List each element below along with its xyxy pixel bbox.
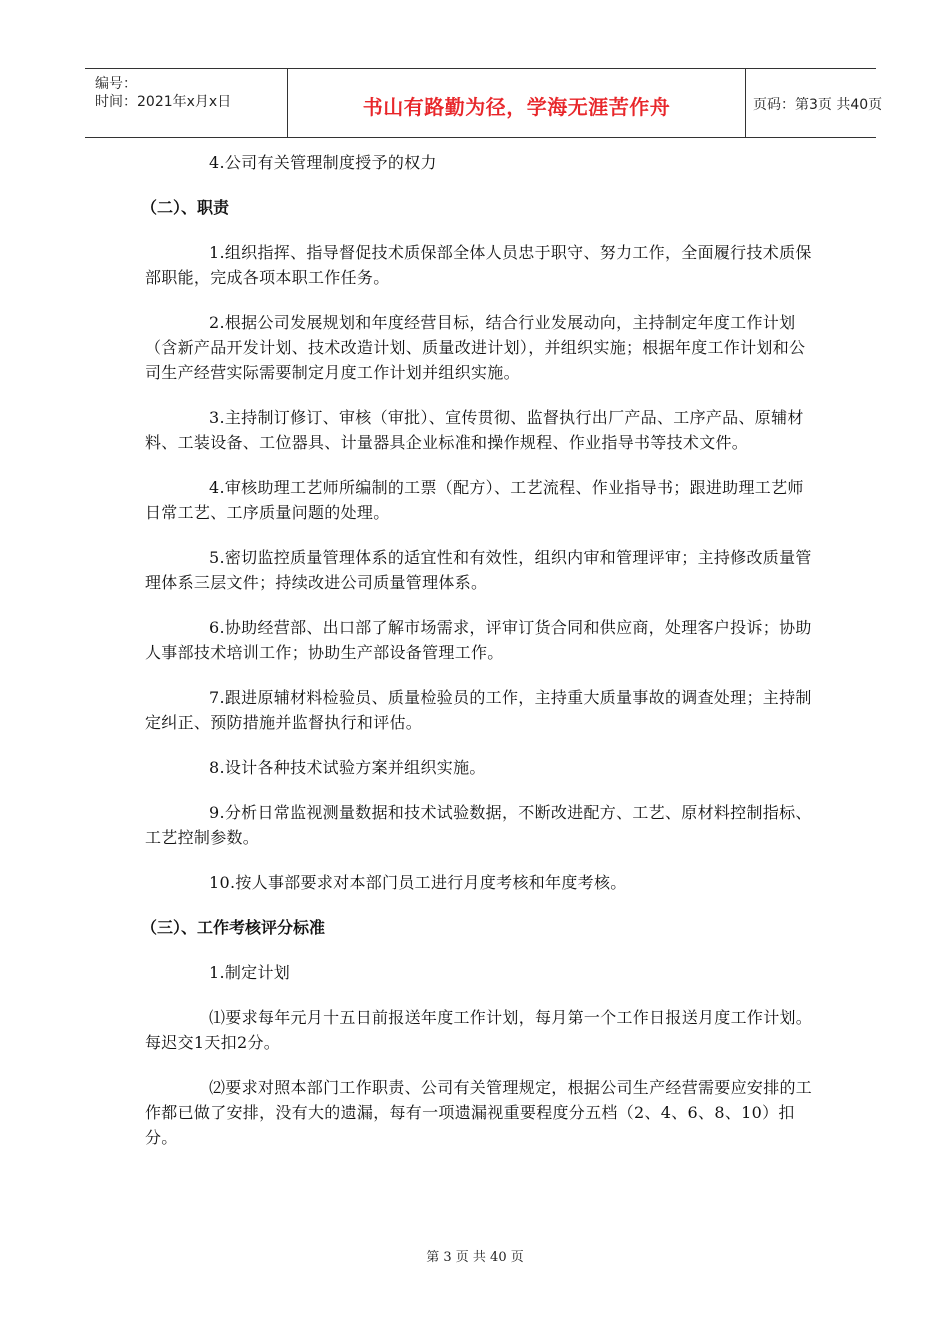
paragraph: 1.制定计划 — [209, 963, 291, 982]
paragraph: 7.跟进原辅材料检验员、质量检验员的工作，主持重大质量事故的调查处理；主持制定纠正、预防措施并监督执行和评估。 — [145, 688, 812, 732]
header-page-cell — [745, 69, 883, 137]
header-motto-cell — [287, 69, 746, 137]
header-page-info: 页码：第3页 共40页 — [753, 97, 883, 113]
document-number: 编号： — [95, 76, 137, 92]
paragraph: 3.主持制订修订、审核（审批）、宣传贯彻、监督执行出厂产品、工序产品、原辅材料、工装设备、工位器具、计量器具企业标准和操作规程、作业指导书等技术文件。 — [145, 408, 804, 452]
document-body — [141, 150, 815, 1170]
paragraph: 4.审核助理工艺师所编制的工票（配方）、工艺流程、作业指导书；跟进助理工艺师日常工艺、工序质量问题的处理。 — [145, 478, 804, 522]
paragraph: 5.密切监控质量管理体系的适宜性和有效性，组织内审和管理评审；主持修改质量管理体系三层文件；持续改进公司质量管理体系。 — [145, 548, 812, 592]
paragraph: 9.分析日常监视测量数据和技术试验数据，不断改进配方、工艺、原材料控制指标、工艺控制参数。 — [145, 803, 812, 847]
section-heading: （二）、职责 — [141, 198, 230, 217]
paragraph: ⑴要求每年元月十五日前报送年度工作计划，每月第一个工作日报送月度工作计划。每迟交1天扣2分。 — [145, 1008, 813, 1052]
paragraph: 4.公司有关管理制度授予的权力 — [209, 153, 437, 172]
section-heading: （三）、工作考核评分标准 — [141, 918, 326, 937]
document-header — [85, 68, 883, 138]
header-meta-cell — [85, 69, 287, 137]
paragraph: 6.协助经营部、出口部了解市场需求，评审订货合同和供应商，处理客户投诉；协助人事部技术培训工作；协助生产部设备管理工作。 — [145, 618, 812, 662]
document-date: 时间：2021年x月x日 — [95, 94, 232, 110]
paragraph: ⑵要求对照本部门工作职责、公司有关管理规定，根据公司生产经营需要应安排的工作都已做了安排，没有大的遗漏，每有一项遗漏视重要程度分五档（2、4、6、8、10）扣分。 — [145, 1078, 813, 1147]
paragraph: 1.组织指挥、指导督促技术质保部全体人员忠于职守、努力工作，全面履行技术质保部职能，完成各项本职工作任务。 — [145, 243, 812, 287]
paragraph: 8.设计各种技术试验方案并组织实施。 — [209, 758, 486, 777]
paragraph: 10.按人事部要求对本部门员工进行月度考核和年度考核。 — [209, 873, 627, 892]
page-footer: 第 3 页 共 40 页 — [426, 1250, 524, 1265]
header-motto: 书山有路勤为径，学海无涯苦作舟 — [362, 95, 671, 119]
paragraph: 2.根据公司发展规划和年度经营目标，结合行业发展动向，主持制定年度工作计划（含新产品开发计划、技术改造计划、质量改进计划），并组织实施；根据年度工作计划和公司生产经营实际需要制定月度工作计划并组织实施。 — [145, 313, 806, 382]
